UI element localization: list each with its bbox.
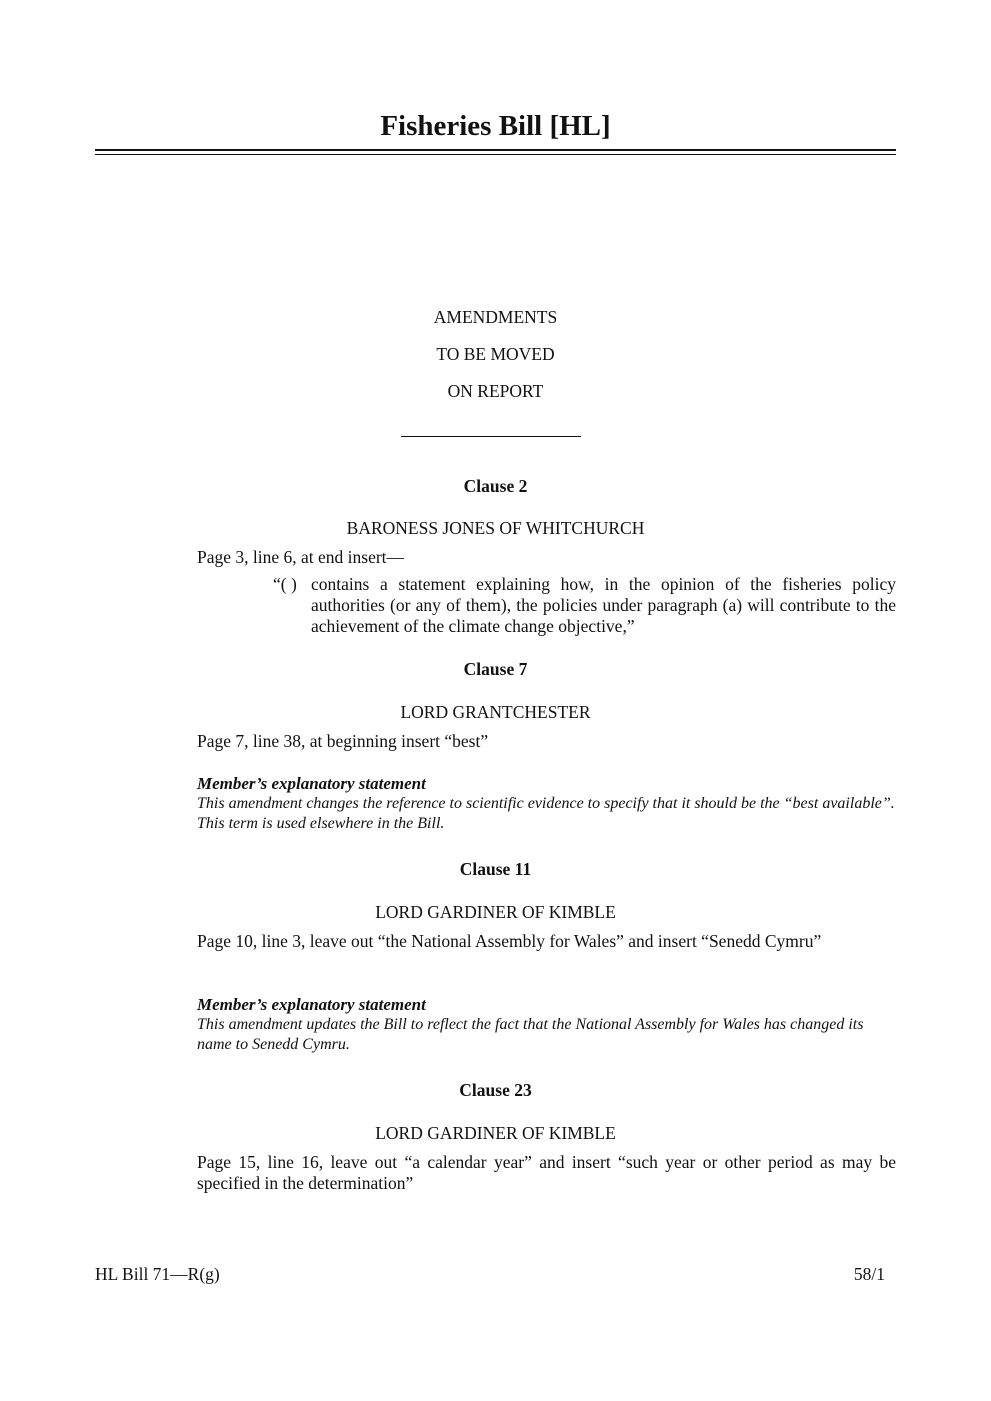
bill-reference: HL Bill 71—R(g) bbox=[95, 1264, 220, 1284]
clause-heading: Clause 23 bbox=[459, 1080, 532, 1100]
statement-text: This amendment updates the Bill to reflect the fact that the National Assembly for Wales has changed its name to Senedd Cymru. bbox=[197, 1016, 864, 1053]
quote-text: contains a statement explaining how, in the opinion of the fisheries policy authorities (or any of them), the policies under paragraph (a) will contribute to the achievement of the climate change objective,” bbox=[311, 574, 896, 636]
title-rule-thin bbox=[95, 154, 896, 155]
member-name: LORD GARDINER OF KIMBLE bbox=[375, 902, 616, 922]
section-divider bbox=[401, 436, 581, 437]
quote-mark: “( ) bbox=[273, 574, 297, 594]
member-name: LORD GRANTCHESTER bbox=[400, 702, 591, 722]
heading-line: ON REPORT bbox=[447, 381, 544, 401]
member-name: BARONESS JONES OF WHITCHURCH bbox=[346, 518, 645, 538]
amendment-instruction: Page 15, line 16, leave out “a calendar year” and insert “such year or other period as may be specified in the determination” bbox=[197, 1152, 896, 1193]
clause-heading: Clause 2 bbox=[463, 476, 528, 496]
amendment-instruction: Page 3, line 6, at end insert— bbox=[197, 547, 405, 567]
explanatory-statement bbox=[197, 774, 896, 834]
heading-line: AMENDMENTS bbox=[433, 307, 558, 327]
clause-heading: Clause 11 bbox=[459, 859, 532, 879]
title-rule-thick bbox=[95, 149, 896, 151]
statement-text: This amendment changes the reference to scientific evidence to specify that it should be the “best available”. This term is used elsewhere in the Bill. bbox=[197, 795, 895, 832]
statement-heading: Member’s explanatory statement bbox=[197, 995, 426, 1014]
heading-line: TO BE MOVED bbox=[436, 344, 555, 364]
statement-heading: Member’s explanatory statement bbox=[197, 774, 426, 793]
page-reference: 58/1 bbox=[853, 1264, 885, 1284]
amendment-instruction: Page 7, line 38, at beginning insert “best” bbox=[197, 731, 489, 751]
clause-heading: Clause 7 bbox=[463, 659, 528, 679]
bill-title: Fisheries Bill [HL] bbox=[380, 110, 611, 142]
inserted-text bbox=[273, 574, 896, 637]
amendment-instruction: Page 10, line 3, leave out “the National Assembly for Wales” and insert “Senedd Cymru” bbox=[197, 931, 822, 951]
member-name: LORD GARDINER OF KIMBLE bbox=[375, 1123, 616, 1143]
explanatory-statement bbox=[197, 995, 896, 1055]
